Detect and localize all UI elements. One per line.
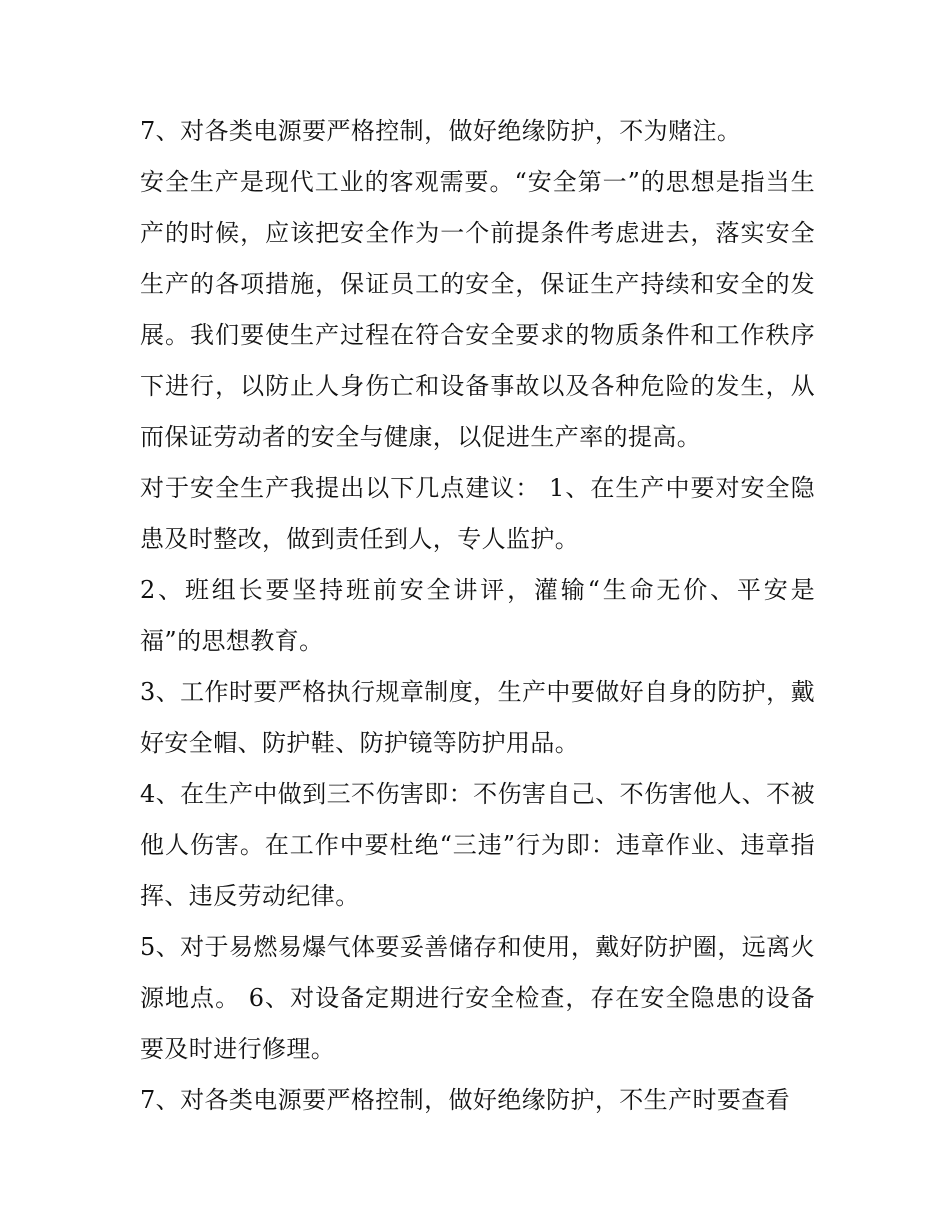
paragraph-suggestion-5-6: 5、对于易燃易爆气体要妥善储存和使用，戴好防护圈，远离火源地点。 6、对设备定期进行安全检查，存在安全隐患的设备要及时进行修理。 <box>140 933 815 1063</box>
paragraph-safety-production: 安全生产是现代工业的客观需要。“安全第一”的思想是指当生产的时候，应该把安全作为一个前提条件考虑进去，落实安全生产的各项措施，保证员工的安全，保证生产持续和安全的发展。我们要使生产过程在符合安全要求的物质条件和工作秩序下进行，以防止人身伤亡和设备事故以及各种危险的发生，从而保证劳动者的安全与健康，以促进生产率的提高。 <box>140 168 815 451</box>
paragraph-suggestions-1: 对于安全生产我提出以下几点建议： 1、在生产中要对安全隐患及时整改，做到责任到人，专人监护。 <box>140 474 815 553</box>
document-body <box>140 106 815 1126</box>
paragraph-suggestion-4: 4、在生产中做到三不伤害即：不伤害自己、不伤害他人、不被他人伤害。在工作中要杜绝“三违”行为即：违章作业、违章指挥、违反劳动纪律。 <box>140 780 815 910</box>
paragraph-suggestion-2: 2、班组长要坚持班前安全讲评，灌输“生命无价、平安是福”的思想教育。 <box>140 576 815 655</box>
paragraph-item-7-intro: 7、对各类电源要严格控制，做好绝缘防护，不为赌注。 <box>140 117 742 145</box>
paragraph-suggestion-7: 7、对各类电源要严格控制，做好绝缘防护，不生产时要查看 <box>140 1086 791 1114</box>
paragraph-suggestion-3: 3、工作时要严格执行规章制度，生产中要做好自身的防护，戴好安全帽、防护鞋、防护镜等防护用品。 <box>140 678 815 757</box>
